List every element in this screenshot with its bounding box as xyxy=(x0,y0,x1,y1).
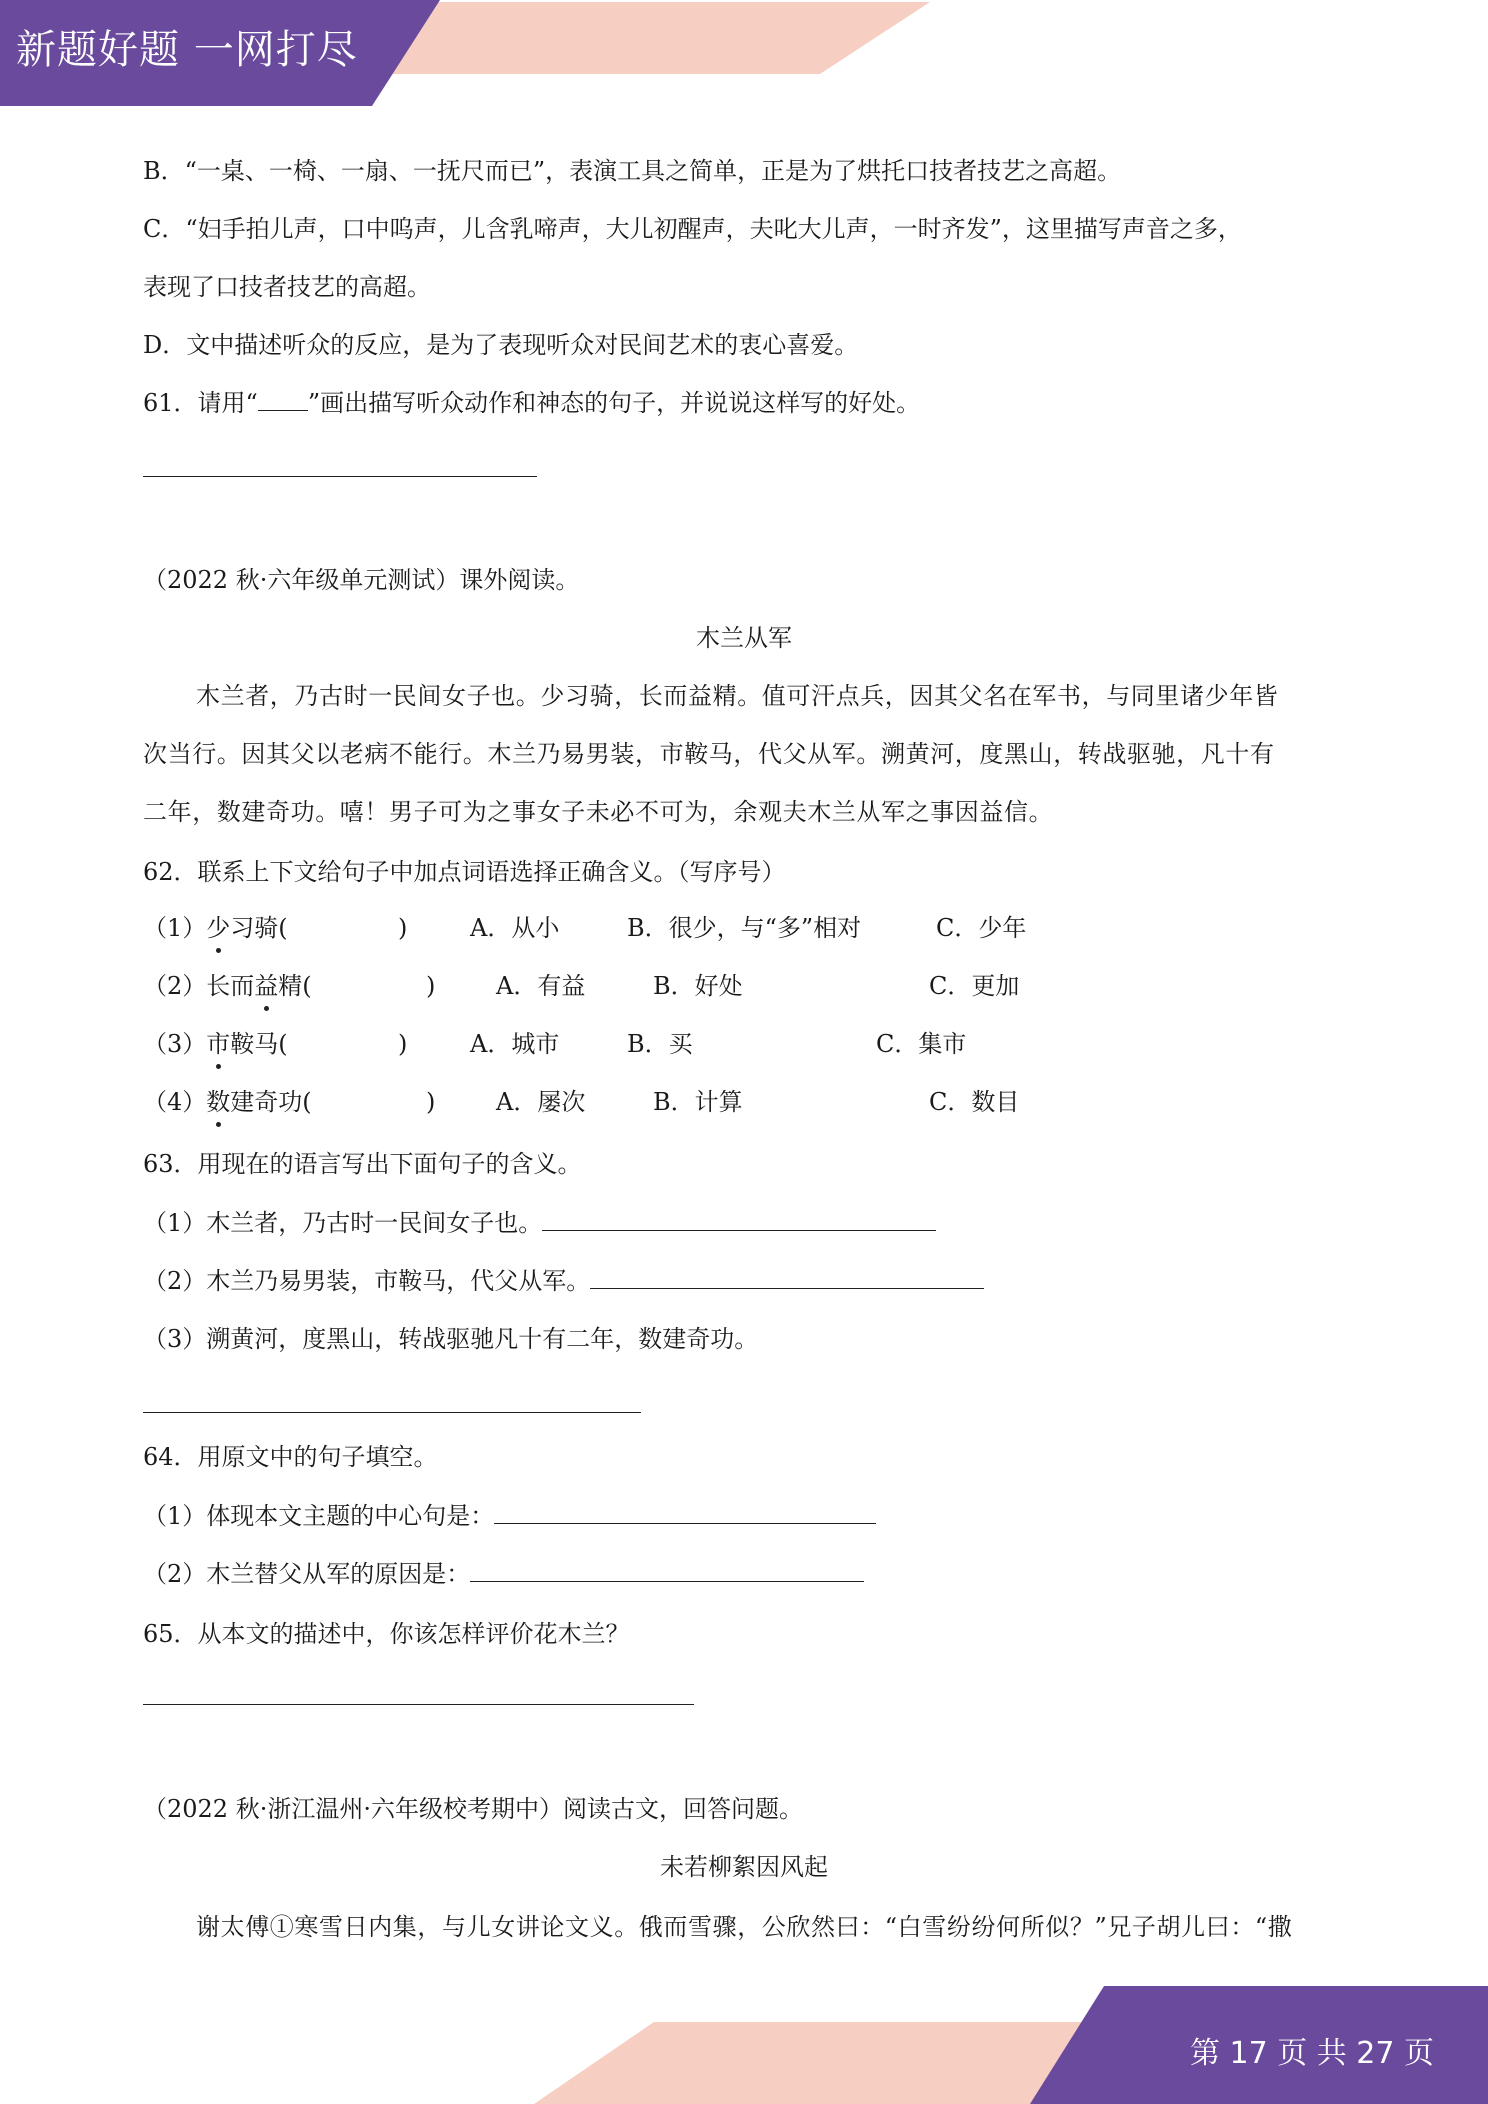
q62-item-2-post: 精( xyxy=(278,972,312,1000)
passage1-line3: 二年，数建奇功。嘻！男子可为之事女子未必不可为，余观夫木兰从军之事因益信。 xyxy=(143,798,1054,826)
page-number: 第 17 页 共 27 页 xyxy=(1189,2036,1434,2071)
q62-item-2 xyxy=(143,970,312,1002)
option-b: B．“一桌、一椅、一扇、一抚尺而已”，表演工具之简单，正是为了烘托口技者技艺之高超。 xyxy=(143,157,1122,185)
q62-item-4-dotted-word: 数 xyxy=(206,1088,231,1116)
answer-line-63-2[interactable] xyxy=(590,1266,984,1289)
q61-underline-sample xyxy=(258,388,308,411)
q62-item-4-num: （4） xyxy=(143,1088,207,1116)
q64-sentence-1-text: （1）体现本文主题的中心句是： xyxy=(143,1502,495,1530)
answer-line-63-1[interactable] xyxy=(542,1208,936,1231)
answer-line-65[interactable] xyxy=(143,1704,694,1705)
q62-item-2-answer-close[interactable]: ) xyxy=(426,972,436,1000)
q62-item-2-dotted-word: 益 xyxy=(254,972,279,1000)
q62-item-1-post: 习骑( xyxy=(230,914,288,942)
q62-item-4-option-b: B．计算 xyxy=(653,1088,743,1116)
passage1-line1: 木兰者，乃古时一民间女子也。少习骑，长而益精。值可汗点兵，因其父名在军书，与同里诸少年皆 xyxy=(196,682,1279,710)
passage1-source: （2022 秋·六年级单元测试）课外阅读。 xyxy=(143,566,580,594)
question-65: 65．从本文的描述中，你该怎样评价花木兰？ xyxy=(143,1620,630,1648)
q62-item-3-option-a: A．城市 xyxy=(470,1030,560,1058)
q62-item-3-post: 鞍马( xyxy=(230,1030,288,1058)
q62-item-2-option-a: A．有益 xyxy=(496,972,586,1000)
passage1-line2: 次当行。因其父以老病不能行。木兰乃易男装，市鞍马，代父从军。溯黄河，度黑山，转战驱驰，凡十有 xyxy=(143,740,1275,768)
answer-line-63-3[interactable] xyxy=(143,1412,641,1413)
question-61 xyxy=(143,387,920,419)
q62-item-1-num: （1） xyxy=(143,914,207,942)
q62-item-2-option-b: B．好处 xyxy=(653,972,743,1000)
q62-item-3 xyxy=(143,1028,288,1060)
q62-item-4-option-a: A．屡次 xyxy=(496,1088,586,1116)
q62-item-2-pre: 长而 xyxy=(206,972,255,1000)
q62-item-2-num: （2） xyxy=(143,972,207,1000)
q62-item-4-post: 建奇功( xyxy=(230,1088,312,1116)
question-64: 64．用原文中的句子填空。 xyxy=(143,1443,438,1471)
option-d: D．文中描述听众的反应，是为了表现听众对民间艺术的衷心喜爱。 xyxy=(143,331,859,359)
q64-sentence-2 xyxy=(143,1558,864,1590)
q62-item-1-option-a: A．从小 xyxy=(470,914,560,942)
q61-prefix: 61．请用“ xyxy=(143,389,258,417)
q64-sentence-2-text: （2）木兰替父从军的原因是： xyxy=(143,1560,471,1588)
q62-item-3-option-c: C．集市 xyxy=(876,1030,967,1058)
q61-suffix: ”画出描写听众动作和神态的句子，并说说这样写的好处。 xyxy=(307,389,921,417)
question-62: 62．联系上下文给句子中加点词语选择正确含义。（写序号） xyxy=(143,858,786,886)
q63-sentence-1-text: （1）木兰者，乃古时一民间女子也。 xyxy=(143,1209,543,1237)
option-c-line2: 表现了口技者技艺的高超。 xyxy=(143,273,431,301)
answer-line-64-2[interactable] xyxy=(470,1559,864,1582)
passage2-title: 未若柳絮因风起 xyxy=(660,1853,828,1881)
q62-item-3-dotted-word: 市 xyxy=(206,1030,231,1058)
q62-item-1-option-b: B．很少，与“多”相对 xyxy=(627,914,862,942)
q63-sentence-2-text: （2）木兰乃易男装，市鞍马，代父从军。 xyxy=(143,1267,591,1295)
passage1-title: 木兰从军 xyxy=(696,624,792,652)
q62-item-3-num: （3） xyxy=(143,1030,207,1058)
passage2-line1: 谢太傅①寒雪日内集，与儿女讲论文义。俄而雪骤，公欣然曰：“白雪纷纷何所似？”兄子胡儿曰：“撒 xyxy=(196,1913,1293,1941)
q62-item-1-option-c: C．少年 xyxy=(936,914,1027,942)
q62-item-1 xyxy=(143,912,288,944)
q62-item-2-option-c: C．更加 xyxy=(929,972,1020,1000)
q62-item-1-answer-close[interactable]: ) xyxy=(398,914,408,942)
q62-item-4-answer-close[interactable]: ) xyxy=(426,1088,436,1116)
answer-line-61[interactable] xyxy=(143,476,537,477)
q62-item-3-answer-close[interactable]: ) xyxy=(398,1030,408,1058)
q63-sentence-3: （3）溯黄河，度黑山，转战驱驰凡十有二年，数建奇功。 xyxy=(143,1325,759,1353)
q63-sentence-1 xyxy=(143,1207,936,1239)
option-c-line1: C．“妇手拍儿声，口中呜声，儿含乳啼声，大儿初醒声，夫叱大儿声，一时齐发”，这里描写声音之多， xyxy=(143,215,1242,243)
q62-item-4 xyxy=(143,1086,312,1118)
q62-item-1-dotted-word: 少 xyxy=(206,914,231,942)
q62-item-3-option-b: B．买 xyxy=(627,1030,693,1058)
question-63: 63．用现在的语言写出下面句子的含义。 xyxy=(143,1150,582,1178)
passage2-source: （2022 秋·浙江温州·六年级校考期中）阅读古文，回答问题。 xyxy=(143,1795,803,1823)
q64-sentence-1 xyxy=(143,1500,876,1532)
q63-sentence-2 xyxy=(143,1265,984,1297)
answer-line-64-1[interactable] xyxy=(494,1501,876,1524)
header-title: 新题好题 一网打尽 xyxy=(16,27,358,73)
q62-item-4-option-c: C．数目 xyxy=(929,1088,1020,1116)
